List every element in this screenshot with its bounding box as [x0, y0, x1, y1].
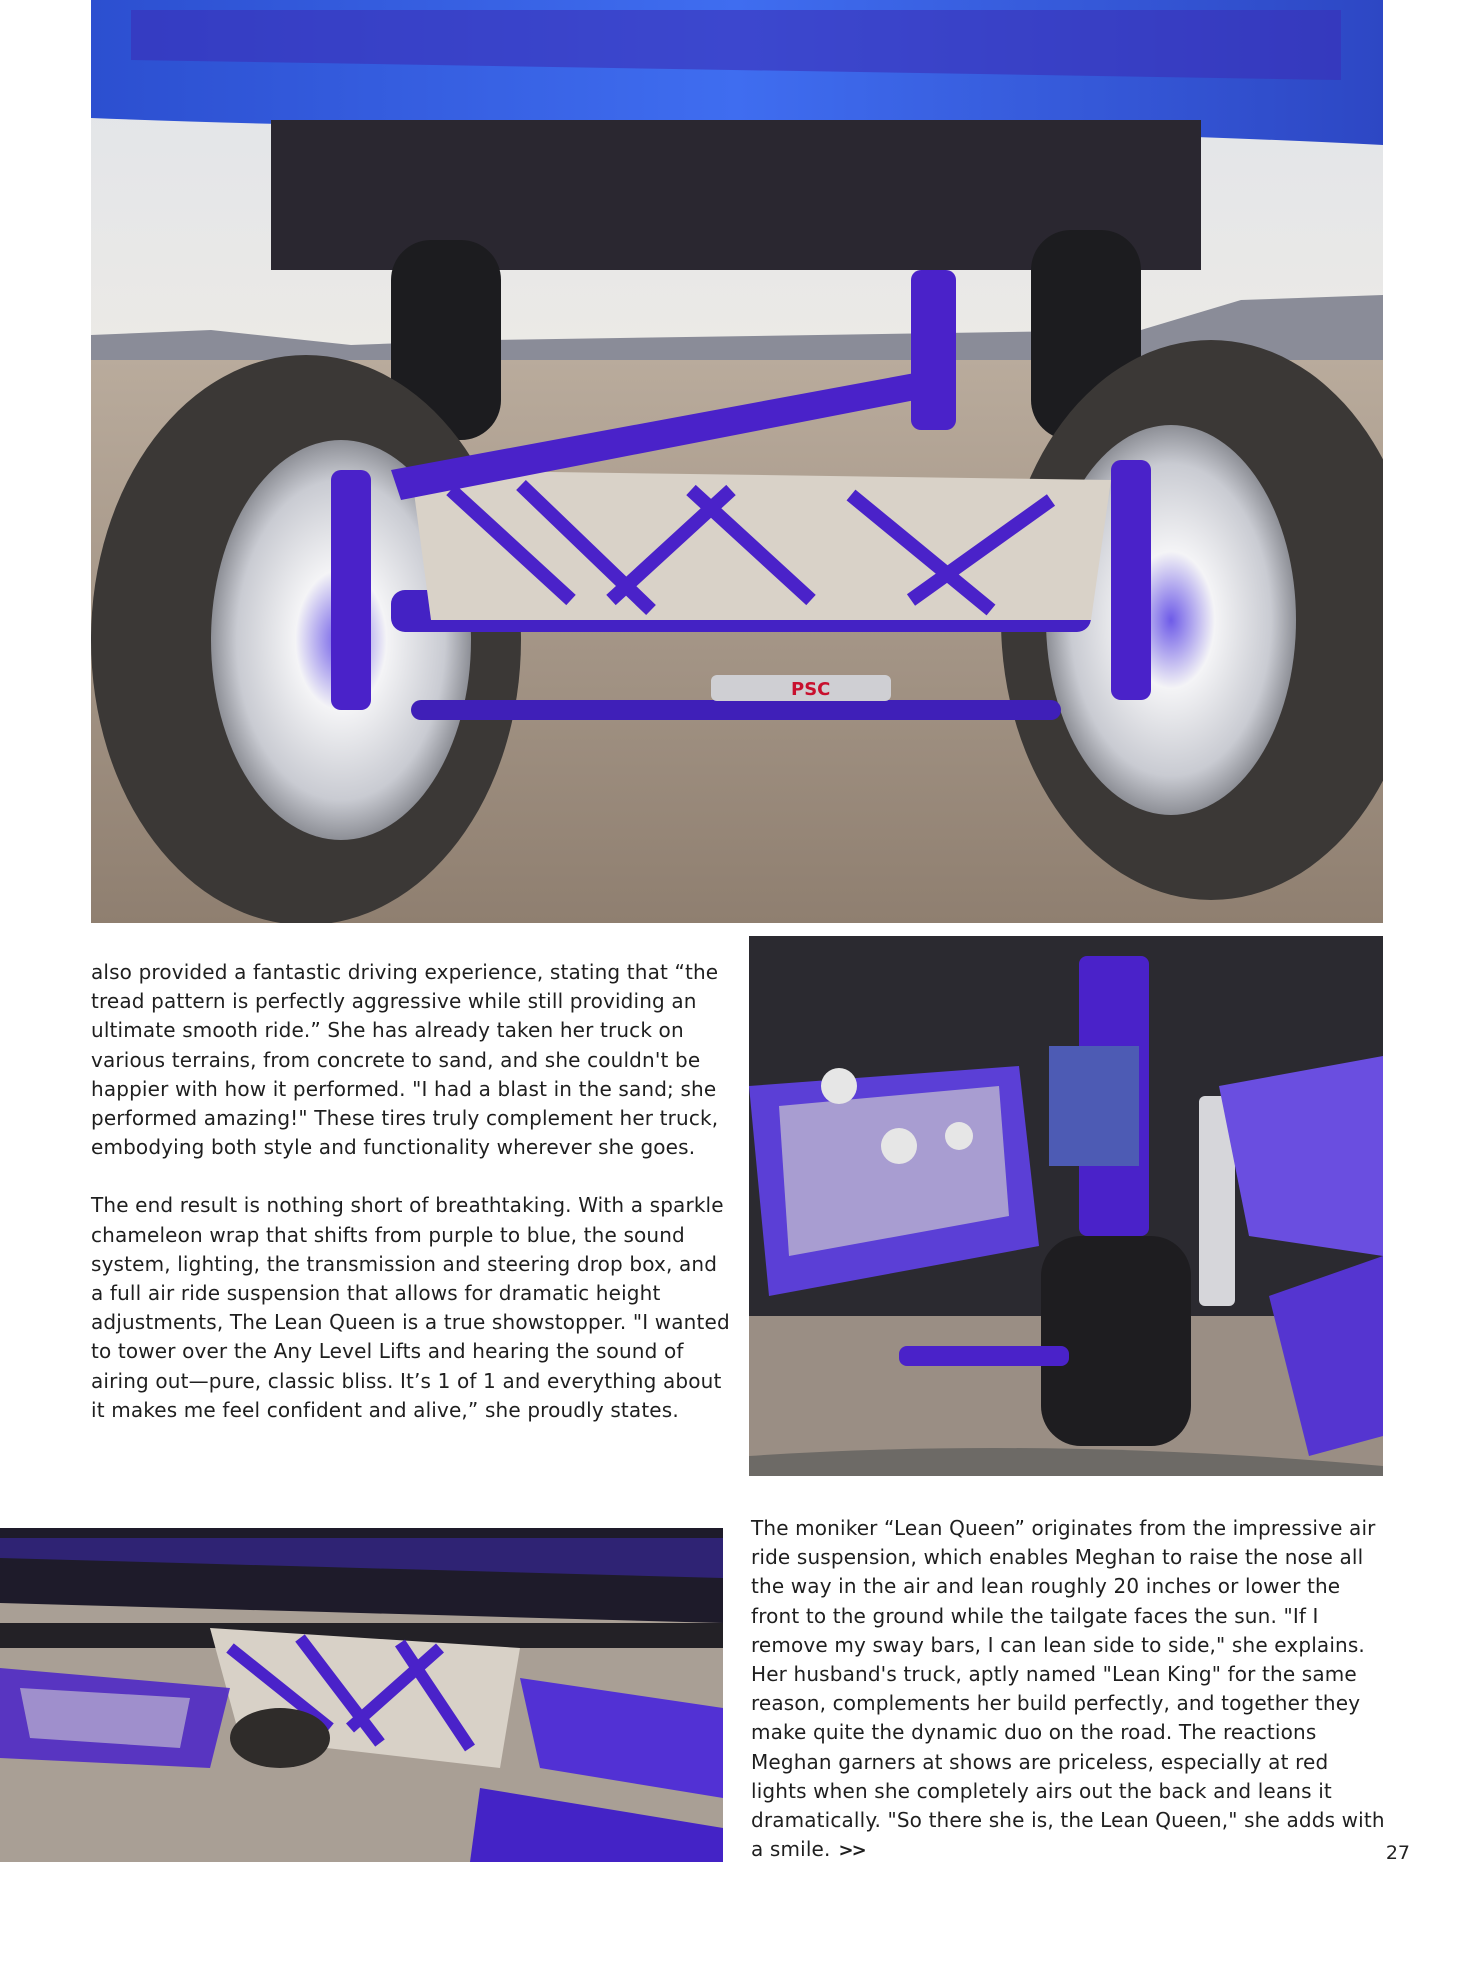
paragraph-tires: also provided a fantastic driving experience, stating that “the tread pattern is perfectly aggressive while still providing an ultimate smooth ride.” She has already taken her truck on various terrains, from concrete to sand, and she couldn't be happier with how it performed. "I had a blast in the sand; she performed amazing!" These tires truly complement her truck, embodying both style and functionality wherever she goes. [91, 960, 719, 1160]
continue-arrow-icon: >> [838, 1840, 865, 1862]
page-number: 27 [1385, 1842, 1410, 1864]
side-bracing-photo [0, 1528, 723, 1862]
paragraph-lean-queen-text: The moniker “Lean Queen” originates from the impressive air ride suspension, which enables Meghan to raise the nose all the way in the air and lean roughly 20 inches or lower the front to the ground while the tailgate faces the sun. "If I remove my sway bars, I can lean side to side," she explains. Her husband's truck, aptly named "Lean King" for the same reason, complements her build perfectly, and together they make quite the dynamic duo on the road. The reactions Meghan garners at shows are priceless, especially at red lights when she completely airs out the back and leans it dramatically. "So there she is, the Lean Queen," she adds with a smile. [751, 1516, 1385, 1862]
article-column-right [751, 1514, 1385, 1865]
airbag-detail-photo [749, 936, 1383, 1476]
main-suspension-photo [91, 0, 1383, 923]
psc-label: PSC [791, 679, 831, 700]
paragraph-lean-queen [751, 1514, 1385, 1865]
article-column-left [91, 958, 731, 1425]
paragraph-end-result: The end result is nothing short of breathtaking. With a sparkle chameleon wrap that shifts from purple to blue, the sound system, lighting, the transmission and steering drop box, and a full air ride suspension that allows for dramatic height adjustments, The Lean Queen is a true showstopper. "I wanted to tower over the Any Level Lifts and hearing the sound of airing out—pure, classic bliss. It’s 1 of 1 and everything about it makes me feel confident and alive,” she proudly states. [91, 1193, 730, 1422]
